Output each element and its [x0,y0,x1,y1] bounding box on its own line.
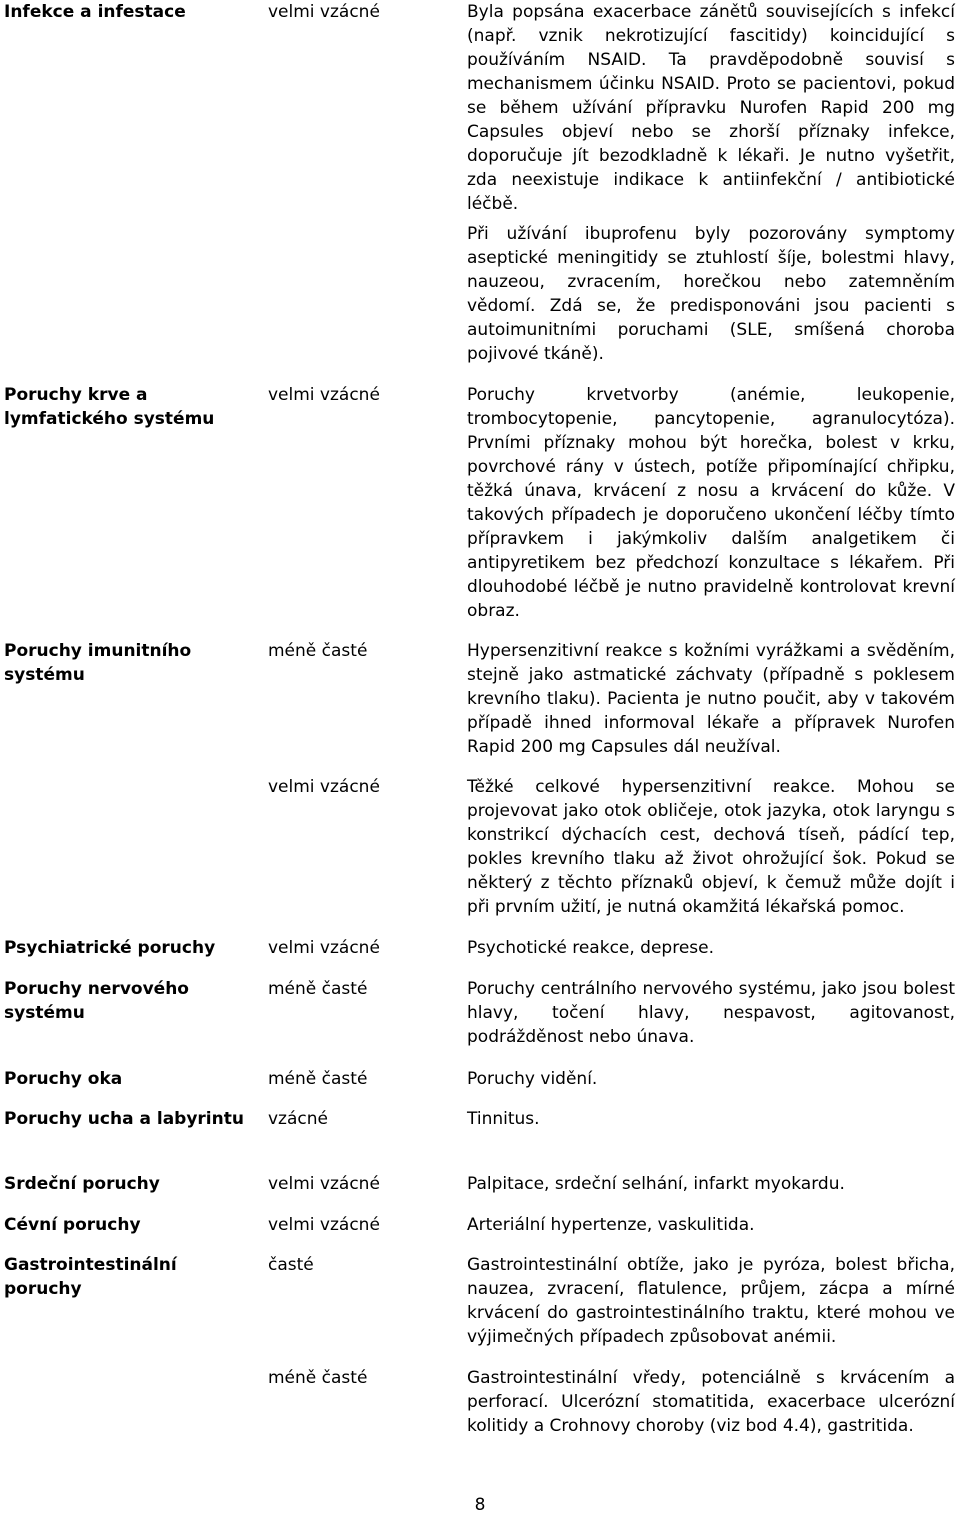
description [467,977,955,1049]
description [467,1067,955,1091]
description [467,639,955,759]
frequency-label: vzácné [268,1109,328,1129]
frequency-label: méně časté [268,1368,368,1388]
description [467,383,955,623]
description [467,0,955,366]
description-paragraph: Poruchy vidění. [467,1069,598,1089]
description [467,1213,955,1237]
description-paragraph: Těžké celkové hypersenzitivní reakce. Mohou se projevovat jako otok obličeje, otok jazyka, otok laryngu s konstrikcí dýchacích cest, dechová tíseň, pádící tep, pokles krevního tlaku až život ohrožující šok. Pokud se některý z těchto příznaků objeví, k čemuž může dojít i při prvním užití, je nutná okamžitá lékařská pomoc. [467,777,955,917]
description-paragraph: Byla popsána exacerbace zánětů souvisejících s infekcí (např. vznik nekrotizující fascitidy) koincidující s používáním NSAID. Ta pravděpodobně souvisí s mechanismem účinku NSAID. Proto se pacientovi, pokud se během užívání přípravku Nurofen Rapid 200 mg Capsules objeví nebo se zhorší příznaky infekce, doporučuje jít bezodkladně k lékaři. Je nutno vyšetřit, zda neexistuje indikace k antiinfekční / antibiotické léčbě. [467,2,955,214]
description-paragraph: Psychotické reakce, deprese. [467,938,715,958]
organ-class-label: Gastrointestinální poruchy [4,1255,177,1299]
description-paragraph: Poruchy centrálního nervového systému, jako jsou bolest hlavy, točení hlavy, nespavost, agitovanost, podrážděnost nebo únava. [467,979,955,1047]
frequency-label: velmi vzácné [268,938,380,958]
description-paragraph: Tinnitus. [467,1109,540,1129]
description-paragraph: Arteriální hypertenze, vaskulitida. [467,1215,755,1235]
organ-class-label: Psychiatrické poruchy [4,938,216,958]
frequency-label: velmi vzácné [268,777,380,797]
organ-class-label: Poruchy oka [4,1069,123,1089]
description-paragraph: Poruchy krvetvorby (anémie, leukopenie, trombocytopenie, pancytopenie, agranulocytóza). Prvními příznaky mohou být horečka, bolest v krku, povrchové rány v ústech, potíže připomínající chřipku, těžká únava, krvácení z nosu a krvácení do kůže. V takových případech je doporučeno ukončení léčby tímto přípravkem i jakýmkoliv dalším analgetikem či antipyretikem bez předchozí konzultace s lékařem. Při dlouhodobé léčbě je nutno pravidelně kontrolovat krevní obraz. [467,385,955,621]
organ-class-label: Infekce a infestace [4,2,186,22]
organ-class-label: Poruchy imunitního systému [4,641,192,685]
description [467,1366,955,1438]
description [467,1107,955,1131]
description-paragraph: Palpitace, srdeční selhání, infarkt myokardu. [467,1174,845,1194]
description [467,1172,955,1196]
page-number: 8 [474,1495,486,1515]
organ-class-label: Poruchy nervového systému [4,979,189,1023]
description-paragraph: Při užívání ibuprofenu byly pozorovány symptomy aseptické meningitidy se ztuhlostí šíje, bolestmi hlavy, nauzeou, zvracením, horečkou nebo zatemněním vědomí. Zdá se, že predisponováni jsou pacienti s autoimunitními poruchami (SLE, smíšená choroba pojivové tkáně). [467,224,955,364]
frequency-label: velmi vzácné [268,2,380,22]
frequency-label: velmi vzácné [268,1215,380,1235]
description [467,1253,955,1349]
organ-class-label: Poruchy ucha a labyrintu [4,1109,244,1129]
frequency-label: méně časté [268,979,368,999]
description-paragraph: Gastrointestinální vředy, potenciálně s krvácením a perforací. Ulcerózní stomatitida, exacerbace ulcerózní kolitidy a Crohnovy choroby (viz bod 4.4), gastritida. [467,1368,955,1436]
frequency-label: méně časté [268,1069,368,1089]
description [467,936,955,960]
frequency-label: méně časté [268,641,368,661]
organ-class-label: Cévní poruchy [4,1215,141,1235]
organ-class-label: Srdeční poruchy [4,1174,160,1194]
description [467,775,955,919]
frequency-label: časté [268,1255,314,1275]
organ-class-label: Poruchy krve a lymfatického systému [4,385,215,429]
frequency-label: velmi vzácné [268,385,380,405]
frequency-label: velmi vzácné [268,1174,380,1194]
description-paragraph: Hypersenzitivní reakce s kožními vyrážkami a svěděním, stejně jako astmatické záchvaty (případně s poklesem krevního tlaku). Pacienta je nutno poučit, aby v takovém případě ihned informoval lékaře a přípravek Nurofen Rapid 200 mg Capsules dál neužíval. [467,641,955,757]
description-paragraph: Gastrointestinální obtíže, jako je pyróza, bolest břicha, nauzea, zvracení, flatulence, průjem, zácpa a mírné krvácení do gastrointestinálního traktu, které mohou ve výjimečných případech způsobovat anémii. [467,1255,955,1347]
